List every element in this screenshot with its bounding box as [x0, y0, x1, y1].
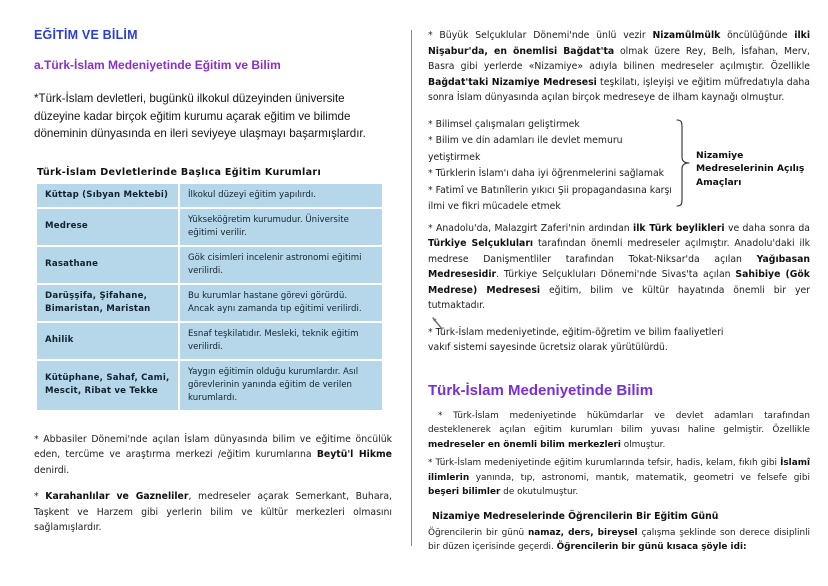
p2-s5: eğitim, bilim ve kültür hayatında önemli bir yer tutmaktadır.: [428, 284, 810, 311]
note-abbasiler-bold: Beytü'l Hikme: [316, 449, 392, 460]
education-institutions-table: [37, 184, 382, 410]
table-cell-desc: Yükseköğretim kurumudur. Üniversite eğitimi verilir.: [179, 208, 382, 246]
table-row: [37, 246, 382, 284]
p1-s2: öncülüğünde: [720, 30, 795, 41]
table-cell-name: Medrese: [37, 208, 179, 246]
note-karahanlilar: [34, 489, 392, 536]
left-notes: [34, 432, 392, 536]
p2-s1: * Anadolu'da, Malazgirt Zaferi'nin ardından: [428, 222, 634, 234]
p1-s1: * Büyük Selçuklular Dönemi'nde ünlü vezir: [428, 30, 653, 41]
table-cell-name: Rasathane: [37, 246, 179, 284]
table-row: [37, 360, 382, 410]
curly-brace-icon: [676, 119, 692, 207]
note-abbasiler: [34, 432, 392, 479]
anadolu-paragraph-wrap: [428, 221, 810, 356]
p4-b1: medreseler en önemli bilim merkezleri: [428, 439, 621, 450]
paragraph-nizamiye: [428, 28, 810, 106]
note-abbasiler-post: denirdi.: [34, 464, 70, 476]
p2-b3: Yağıbasan Medresesidir: [428, 253, 810, 280]
section-heading-a: a.Türk-İslam Medeniyetinde Eğitim ve Bilim: [34, 58, 281, 72]
p6-b1: namaz, ders, bireysel: [527, 527, 638, 538]
pen-cursor-icon: [432, 317, 444, 331]
table-row: [37, 184, 382, 208]
subheading-egitim-gunu: Nizamiye Medreselerinde Öğrencilerin Bir Eğitim Günü: [432, 510, 719, 522]
p6-b2: Öğrencilerin bir günü kısaca şöyle idi:: [556, 542, 747, 552]
note-karahanli-star: *: [34, 491, 46, 502]
p2-s3: tarafından önemli medreseler açılmıştır. Anadolu'daki ilk medrese Danişmentliler tarafından Tokat-Niksar'da açılan: [428, 238, 810, 265]
p4-s2: olmuştur.: [620, 439, 666, 450]
aims-block: [428, 117, 810, 212]
table-cell-desc: Yaygın eğitimin olduğu kurumlardır. Asıl görevlerinin yanında eğitim de verilen kurumlardı.: [179, 360, 382, 410]
paragraph-ogrenci-gunu: [428, 526, 810, 555]
table-body: [37, 184, 382, 410]
table-cell-name: Darüşşifa, Şifahane, Bimaristan, Maristan: [37, 284, 179, 322]
p5-b1: İslamî ilimlerin: [428, 458, 810, 483]
note-karahanli-post: , medreseler açarak Semerkant, Buhara, Taşkent ve Harzem gibi yerlerin bilim ve kültür merkezleri olmasını sağlamışlardır.: [34, 491, 392, 533]
selcuklu-paragraph-wrap: [428, 28, 810, 106]
table-cell-desc: Esnaf teşkilatıdır. Mesleki, teknik eğitim verilirdi.: [179, 322, 382, 360]
table-cell-desc: Gök cisimleri incelenir astronomi eğitimi verilirdi.: [179, 246, 382, 284]
p2-b4: Sahibiye (Gök Medrese) Medresesi: [428, 269, 810, 296]
section-heading-bilim: Türk-İslam Medeniyetinde Bilim: [428, 381, 654, 399]
table-cell-name: Küttap (Sıbyan Mektebi): [37, 184, 179, 208]
p1-b3: Bağdat'taki Nizamiye Medresesi: [428, 76, 597, 88]
p6-s1: Öğrencilerin bir günü: [428, 527, 528, 538]
aims-item: * Türklerin İslam'ı daha iyi öğrenmelerini sağlamak: [428, 168, 665, 179]
p1-s3: olmak üzere Rey, Belh, İsfahan, Merv, Basra gibi yerlerde «Nizamiye» adıyla bilinen medreseler açılmıştır. Özellikle: [428, 45, 810, 72]
aims-item: * Bilim ve din adamları ile devlet memuru yetiştirmek: [428, 135, 623, 163]
p2-s4: . Türkiye Selçukluları Dönemi'nde Sivas'ta açılan: [496, 269, 736, 280]
paragraph-medreseler: [428, 409, 810, 453]
p5-s3: de okutulmuştur.: [500, 487, 579, 497]
note-karahanli-bold: Karahanlılar ve Gazneliler: [45, 491, 189, 502]
p6-s2: çalışma şeklinde son derece disiplinli bir düzen içerisinde geçerdi.: [428, 527, 810, 552]
aims-item: * Bilimsel çalışmaları geliştirmek: [428, 118, 580, 130]
paragraph-anadolu: [428, 221, 810, 314]
table-caption: Türk-İslam Devletlerinde Başlıca Eğitim Kurumları: [37, 166, 322, 178]
aims-label: Nizamiye Medreselerinin Açılış Amaçları: [696, 149, 805, 188]
table-cell-name: Ahilik: [37, 322, 179, 360]
table-cell-desc: İlkokul düzeyi eğitim yapılırdı.: [179, 184, 382, 208]
aims-item: * Fatimî ve Batınîlerin yıkıcı Şii propagandasına karşı ilmi ve fikri mücadele etmek: [428, 184, 672, 212]
table-cell-name: Kütüphane, Sahaf, Cami, Mescit, Ribat ve Tekke: [37, 360, 179, 410]
table-cell-desc: Bu kurumlar hastane görevi görürdü. Ancak aynı zamanda tıp eğitimi verilirdi.: [179, 284, 382, 322]
column-divider: [411, 30, 412, 546]
paragraph-ilimler: [428, 456, 810, 500]
table-row: [37, 322, 382, 360]
p2-b1: ilk Türk beylikleri: [633, 222, 725, 234]
p5-s2: yanında, tıp, astronomi, mantık, matematik, geometri ve felsefe gibi: [469, 472, 810, 483]
table-row: [37, 208, 382, 246]
note-abbasiler-pre: * Abbasiler Dönemi'nde açılan İslam dünyasında bilim ve eğitime öncülük eden, tercüme ve araştırma merkezi /eğitim kurumlarına: [34, 433, 392, 460]
p5-b2: beşeri bilimler: [428, 487, 501, 497]
p1-b1: Nizamülmülk: [652, 30, 721, 41]
p1-s4: teşkilatı, işleyişi ve eğitim müfredatıyla daha sonra İslam dünyasında açılan birçok medreseye de ilham kaynağı olmuştur.: [428, 76, 810, 103]
bilim-paragraphs: [428, 409, 810, 555]
left-column: [34, 28, 392, 547]
p2-b2: Türkiye Selçukluları: [428, 238, 534, 249]
intro-paragraph: *Türk-İslam devletleri, bugünkü ilkokul düzeyinden üniversite düzeyine kadar birçok eğitim kurumu açarak eğitim ve bilimde döneminin dünyasında en ileri seviyeye ulaşmayı başarmışlardır.: [34, 92, 366, 140]
aims-list: [428, 117, 673, 216]
right-column: [428, 28, 810, 555]
table-row: [37, 284, 382, 322]
p2-s2: ve daha sonra da: [724, 222, 810, 234]
p1-b2: ilki Nişabur'da, en önemlisi Bağdat'ta: [428, 30, 811, 57]
p4-s1: * Türk-İslam medeniyetinde hükümdarlar ve devlet adamları tarafından desteklenerek açılan eğitim kurumları bilim yuvası haline gelmiştir. Özellikle: [428, 410, 810, 435]
p5-s1: * Türk-İslam medeniyetinde eğitim kurumlarında tefsir, hadis, kelam, fıkıh gibi: [428, 458, 781, 468]
paragraph-vakif: * Türk-İslam medeniyetinde, eğitim-öğretim ve bilim faaliyetleri vakıf sistemi sayesinde ücretsiz olarak yürütülürdü.: [428, 326, 724, 353]
page-title: EĞİTİM VE BİLİM: [34, 28, 138, 42]
